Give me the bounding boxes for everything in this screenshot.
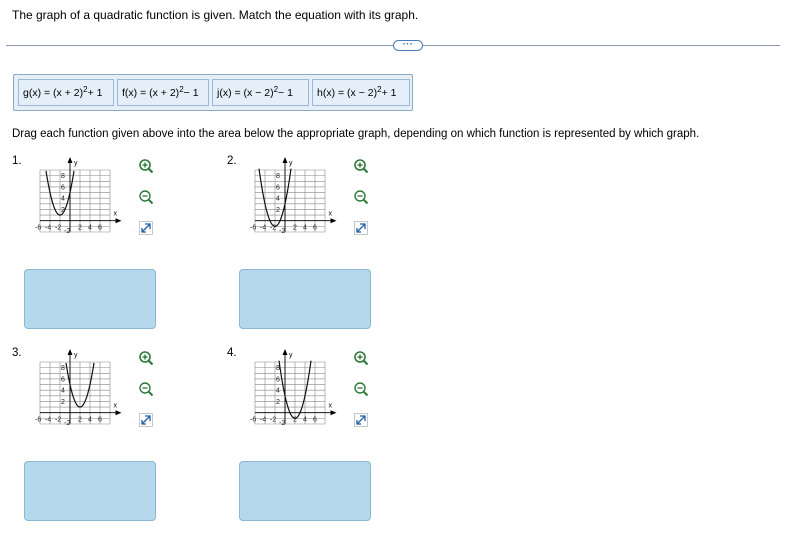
zoom-out-icon[interactable]	[353, 189, 369, 205]
expand-icon[interactable]	[138, 412, 154, 428]
y-tick-label: 2	[276, 398, 280, 406]
x-tick-label: -6	[35, 224, 42, 232]
zoom-in-icon[interactable]	[138, 158, 154, 174]
zoom-in-icon[interactable]	[138, 350, 154, 366]
graph-3	[28, 348, 138, 438]
graph-2	[243, 156, 353, 246]
chip-label: h(x) = (x − 2)	[317, 86, 378, 99]
x-tick-label: -2	[270, 416, 277, 424]
chip-tail: − 1	[278, 86, 293, 99]
x-tick-label: 2	[78, 416, 82, 424]
chip-f[interactable]	[117, 79, 209, 106]
x-tick-label: 6	[313, 416, 317, 424]
x-tick-label: 6	[98, 224, 102, 232]
x-tick-label: -2	[55, 224, 62, 232]
zoom-out-icon[interactable]	[138, 189, 154, 205]
answer-tray	[13, 74, 413, 111]
x-tick-label: -2	[55, 416, 62, 424]
y-tick-label: -2	[64, 420, 71, 427]
x-axis-label: x	[328, 210, 332, 218]
more-button[interactable]: ···	[393, 40, 423, 51]
zoom-in-icon[interactable]	[353, 158, 369, 174]
y-tick-label: 6	[276, 376, 280, 384]
y-tick-label: 4	[276, 195, 280, 203]
x-tick-label: -6	[250, 224, 257, 232]
drop-zone-2[interactable]	[239, 269, 371, 329]
x-axis-arrow	[331, 410, 337, 415]
expand-icon[interactable]	[353, 220, 369, 236]
x-tick-label: -4	[260, 416, 267, 424]
x-tick-label: 4	[303, 416, 307, 424]
y-tick-label: 6	[61, 184, 65, 192]
chip-exponent: 2	[83, 85, 88, 94]
y-tick-label: 2	[61, 398, 65, 406]
x-axis-label: x	[113, 402, 117, 410]
x-axis-arrow	[116, 218, 122, 223]
drop-zone-4[interactable]	[239, 461, 371, 521]
y-tick-label: 8	[276, 365, 280, 373]
y-axis-arrow	[283, 157, 288, 163]
graph-svg	[243, 348, 353, 438]
x-tick-label: -4	[45, 416, 52, 424]
chip-tail: + 1	[381, 86, 397, 99]
graph-svg	[243, 156, 353, 246]
question-text: The graph of a quadratic function is given. Match the equation with its graph.	[12, 8, 419, 22]
x-tick-label: 2	[78, 224, 82, 232]
expand-icon[interactable]	[353, 412, 369, 428]
zoom-out-icon[interactable]	[138, 381, 154, 397]
expand-icon[interactable]	[138, 220, 154, 236]
x-axis-label: x	[113, 210, 117, 218]
chip-exponent: 2	[273, 85, 279, 94]
x-tick-label: -4	[260, 224, 267, 232]
y-tick-label: 6	[61, 376, 65, 384]
graph-4	[243, 348, 353, 438]
graph-svg	[28, 348, 138, 438]
y-tick-label: 4	[276, 387, 280, 395]
x-tick-label: 2	[293, 224, 297, 232]
y-axis-label: y	[289, 160, 293, 167]
chip-label: g(x) = (x + 2)	[23, 86, 84, 99]
y-axis-label: y	[289, 352, 293, 359]
graph-number: 2.	[227, 155, 237, 167]
graph-number: 3.	[12, 347, 22, 359]
chip-tail: − 1	[183, 86, 199, 99]
x-tick-label: 4	[88, 416, 92, 424]
chip-exponent: 2	[179, 85, 184, 94]
chip-h[interactable]	[312, 79, 410, 106]
graph-number: 4.	[227, 347, 237, 359]
graph-svg	[28, 156, 138, 246]
x-tick-label: -6	[35, 416, 42, 424]
y-tick-label: 4	[61, 195, 65, 203]
drop-zone-1[interactable]	[24, 269, 156, 329]
y-tick-label: 2	[61, 206, 65, 214]
x-tick-label: 4	[88, 224, 92, 232]
x-tick-label: 6	[313, 224, 317, 232]
x-axis-arrow	[116, 410, 122, 415]
y-axis-label: y	[74, 160, 78, 167]
chip-label: j(x) = (x − 2)	[217, 86, 274, 99]
x-axis-arrow	[331, 218, 337, 223]
y-axis-arrow	[283, 349, 288, 355]
chip-g[interactable]	[18, 79, 114, 106]
y-tick-label: 8	[61, 365, 65, 373]
x-tick-label: -2	[270, 224, 277, 232]
y-axis-label: y	[74, 352, 78, 359]
x-tick-label: 6	[98, 416, 102, 424]
y-tick-label: 2	[276, 206, 280, 214]
y-tick-label: -2	[279, 228, 286, 235]
x-tick-label: -4	[45, 224, 52, 232]
y-tick-label: 4	[61, 387, 65, 395]
chip-j[interactable]	[212, 79, 309, 106]
chip-exponent: 2	[377, 85, 382, 94]
x-tick-label: 4	[303, 224, 307, 232]
y-axis-arrow	[68, 157, 73, 163]
y-tick-label: 8	[276, 173, 280, 181]
x-axis-label: x	[328, 402, 332, 410]
graph-1	[28, 156, 138, 246]
x-tick-label: -6	[250, 416, 257, 424]
y-tick-label: -2	[279, 420, 286, 427]
chip-tail: + 1	[87, 86, 103, 99]
instruction-text: Drag each function given above into the area below the appropriate graph, depending on which function is represented by which graph.	[12, 128, 700, 140]
x-tick-label: 2	[293, 416, 297, 424]
y-tick-label: 6	[276, 184, 280, 192]
graph-number: 1.	[12, 155, 22, 167]
y-tick-label: 8	[61, 173, 65, 181]
zoom-in-icon[interactable]	[353, 350, 369, 366]
drop-zone-3[interactable]	[24, 461, 156, 521]
zoom-out-icon[interactable]	[353, 381, 369, 397]
chip-label: f(x) = (x + 2)	[122, 86, 180, 99]
y-tick-label: -2	[64, 228, 71, 235]
y-axis-arrow	[68, 349, 73, 355]
